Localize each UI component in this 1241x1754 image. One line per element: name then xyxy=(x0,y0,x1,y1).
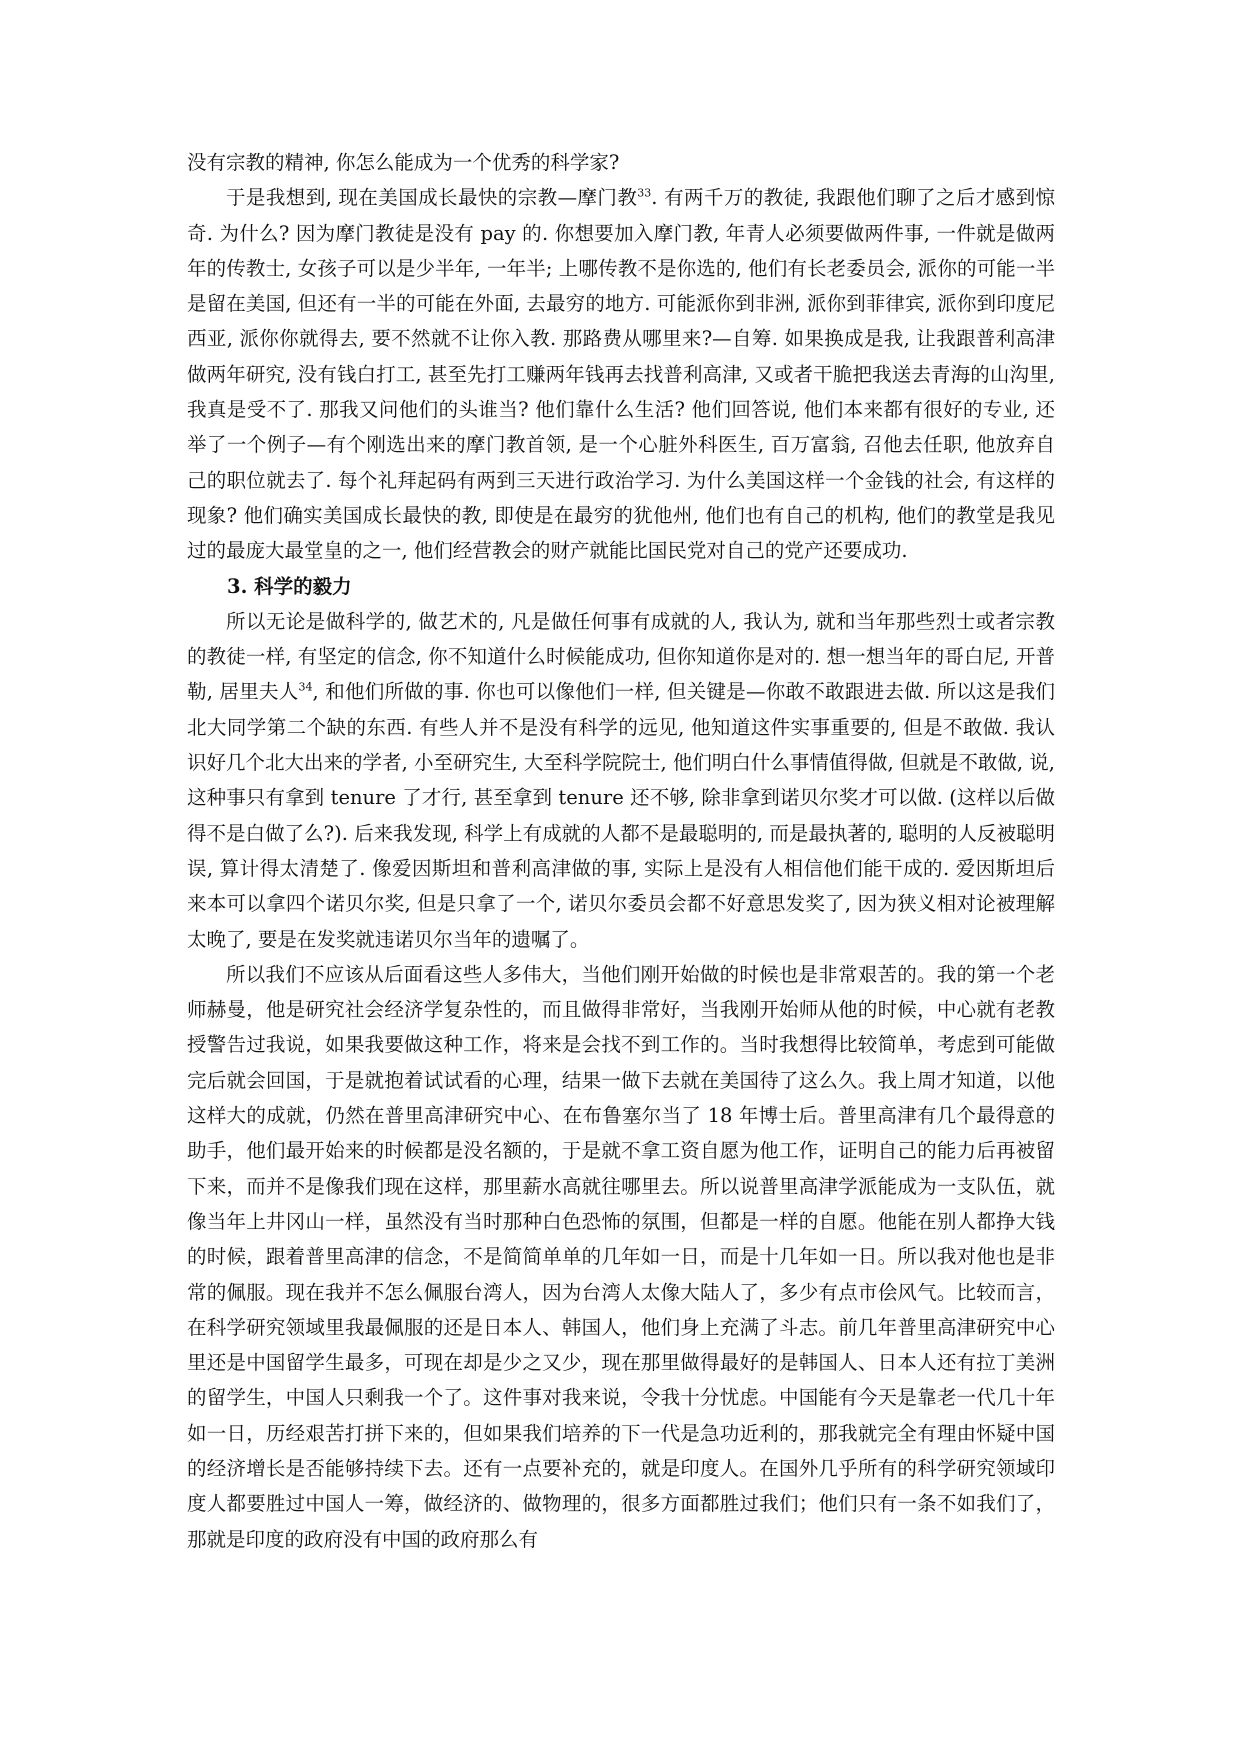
footnote-marker: 33 xyxy=(637,186,652,200)
body-paragraph xyxy=(187,957,1055,1557)
paragraphs-before-heading xyxy=(187,145,1055,569)
paragraph-text: , 和他们所做的事. 你也可以像他们一样, 但关键是—你敢不敢跟进去做. 所以这是我们北大同学第二个缺的东西. 有些人并不是没有科学的远见, 他知道这件实事重要的, 但是不敢做. 我认识好几个北大出来的学者, 小至研究生, 大至科学院院士, 他们明白什么事情值得做, 但就是不敢做, 说, 这种事只有拿到 tenure 了才行, 甚至拿到 tenure 还不够, 除非拿到诺贝尔奖才可以做. (这样以后做得不是白做了么?). 后来我发现, 科学上有成就的人都不是最聪明的, 而是最执著的, 聪明的人反被聪明误, 算计得太清楚了. 像爱因斯坦和普利高津做的事, 实际上是没有人相信他们能干成的. 爱因斯坦后来本可以拿四个诺贝尔奖, 但是只拿了一个, 诺贝尔委员会都不好意思发奖了, 因为狭义相对论被理解太晚了, 要是在发奖就违诺贝尔当年的遗嘱了。 xyxy=(187,680,1055,951)
paragraph-text: . 有两千万的教徒, 我跟他们聊了之后才感到惊奇. 为什么? 因为摩门教徒是没有 pay 的. 你想要加入摩门教, 年青人必须要做两件事, 一件就是做两年的传教士, 女孩子可以是少半年, 一年半; 上哪传教不是你选的, 他们有长老委员会, 派你的可能一半是留在美国, 但还有一半的可能在外面, 去最穷的地方. 可能派你到非洲, 派你到菲律宾, 派你到印度尼西亚, 派你你就得去, 要不然就不让你入教. 那路费从哪里来?—自筹. 如果换成是我, 让我跟普利高津做两年研究, 没有钱白打工, 甚至先打工赚两年钱再去找普利高津, 又或者干脆把我送去青海的山沟里, 我真是受不了. 那我又问他们的头谁当? 他们靠什么生活? 他们回答说, 他们本来都有很好的专业, 还举了一个例子—有个刚选出来的摩门教首领, 是一个心脏外科医生, 百万富翁, 召他去任职, 他放弃自己的职位就去了. 每个礼拜起码有两到三天进行政治学习. 为什么美国这样一个金钱的社会, 有这样的现象? 他们确实美国成长最快的教, 即使是在最穷的犹他州, 他们也有自己的机构, 他们的教堂是我见过的最庞大最堂皇的之一, 他们经营教会的财产就能比国民党对自己的党产还要成功. xyxy=(187,186,1055,563)
paragraph-text: 所以无论是做科学的, 做艺术的, 凡是做任何事有成就的人, 我认为, 就和当年那些烈士或者宗教的教徒一样, 有坚定的信念, 你不知道什么时候能成功, 但你知道你是对的. 想一想当年的哥白尼, 开普勒, 居里夫人 xyxy=(187,609,1055,704)
paragraph-text: 没有宗教的精神, 你怎么能成为一个优秀的科学家? xyxy=(187,151,620,174)
body-paragraph xyxy=(187,180,1055,568)
footnote-marker: 34 xyxy=(298,680,313,694)
body-paragraph xyxy=(187,145,1055,180)
paragraph-text: 于是我想到, 现在美国成长最快的宗教—摩门教 xyxy=(226,186,638,210)
body-paragraph xyxy=(187,604,1055,957)
paragraphs-after-heading xyxy=(187,604,1055,1557)
document-page xyxy=(187,145,1055,1557)
section-heading: 3. 科学的毅力 xyxy=(227,574,352,598)
paragraph-text: 所以我们不应该从后面看这些人多伟大，当他们刚开始做的时候也是非常艰苦的。我的第一个老师赫曼，他是研究社会经济学复杂性的，而且做得非常好，当我刚开始师从他的时候，中心就有老教授警告过我说，如果我要做这种工作，将来是会找不到工作的。当时我想得比较简单，考虑到可能做完后就会回国，于是就抱着试试看的心理，结果一做下去就在美国待了这么久。我上周才知道，以他这样大的成就，仍然在普里高津研究中心、在布鲁塞尔当了 18 年博士后。普里高津有几个最得意的助手，他们最开始来的时候都是没名额的，于是就不拿工资自愿为他工作，证明自己的能力后再被留下来，而并不是像我们现在这样，那里薪水高就往哪里去。所以说普里高津学派能成为一支队伍，就像当年上井冈山一样，虽然没有当时那种白色恐怖的氛围，但都是一样的自愿。他能在别人都挣大钱的时候，跟着普里高津的信念，不是简简单单的几年如一日，而是十几年如一日。所以我对他也是非常的佩服。现在我并不怎么佩服台湾人，因为台湾人太像大陆人了，多少有点市侩风气。比较而言，在科学研究领域里我最佩服的还是日本人、韩国人，他们身上充满了斗志。前几年普里高津研究中心里还是中国留学生最多，可现在却是少之又少，现在那里做得最好的是韩国人、日本人还有拉丁美洲的留学生，中国人只剩我一个了。这件事对我来说，令我十分忧虑。中国能有今天是靠老一代几十年如一日，历经艰苦打拼下来的，但如果我们培养的下一代是急功近利的，那我就完全有理由怀疑中国的经济增长是否能够持续下去。还有一点要补充的，就是印度人。在国外几乎所有的科学研究领域印度人都要胜过中国人一筹，做经济的、做物理的，很多方面都胜过我们；他们只有一条不如我们了，那就是印度的政府没有中国的政府那么有 xyxy=(187,962,1055,1551)
